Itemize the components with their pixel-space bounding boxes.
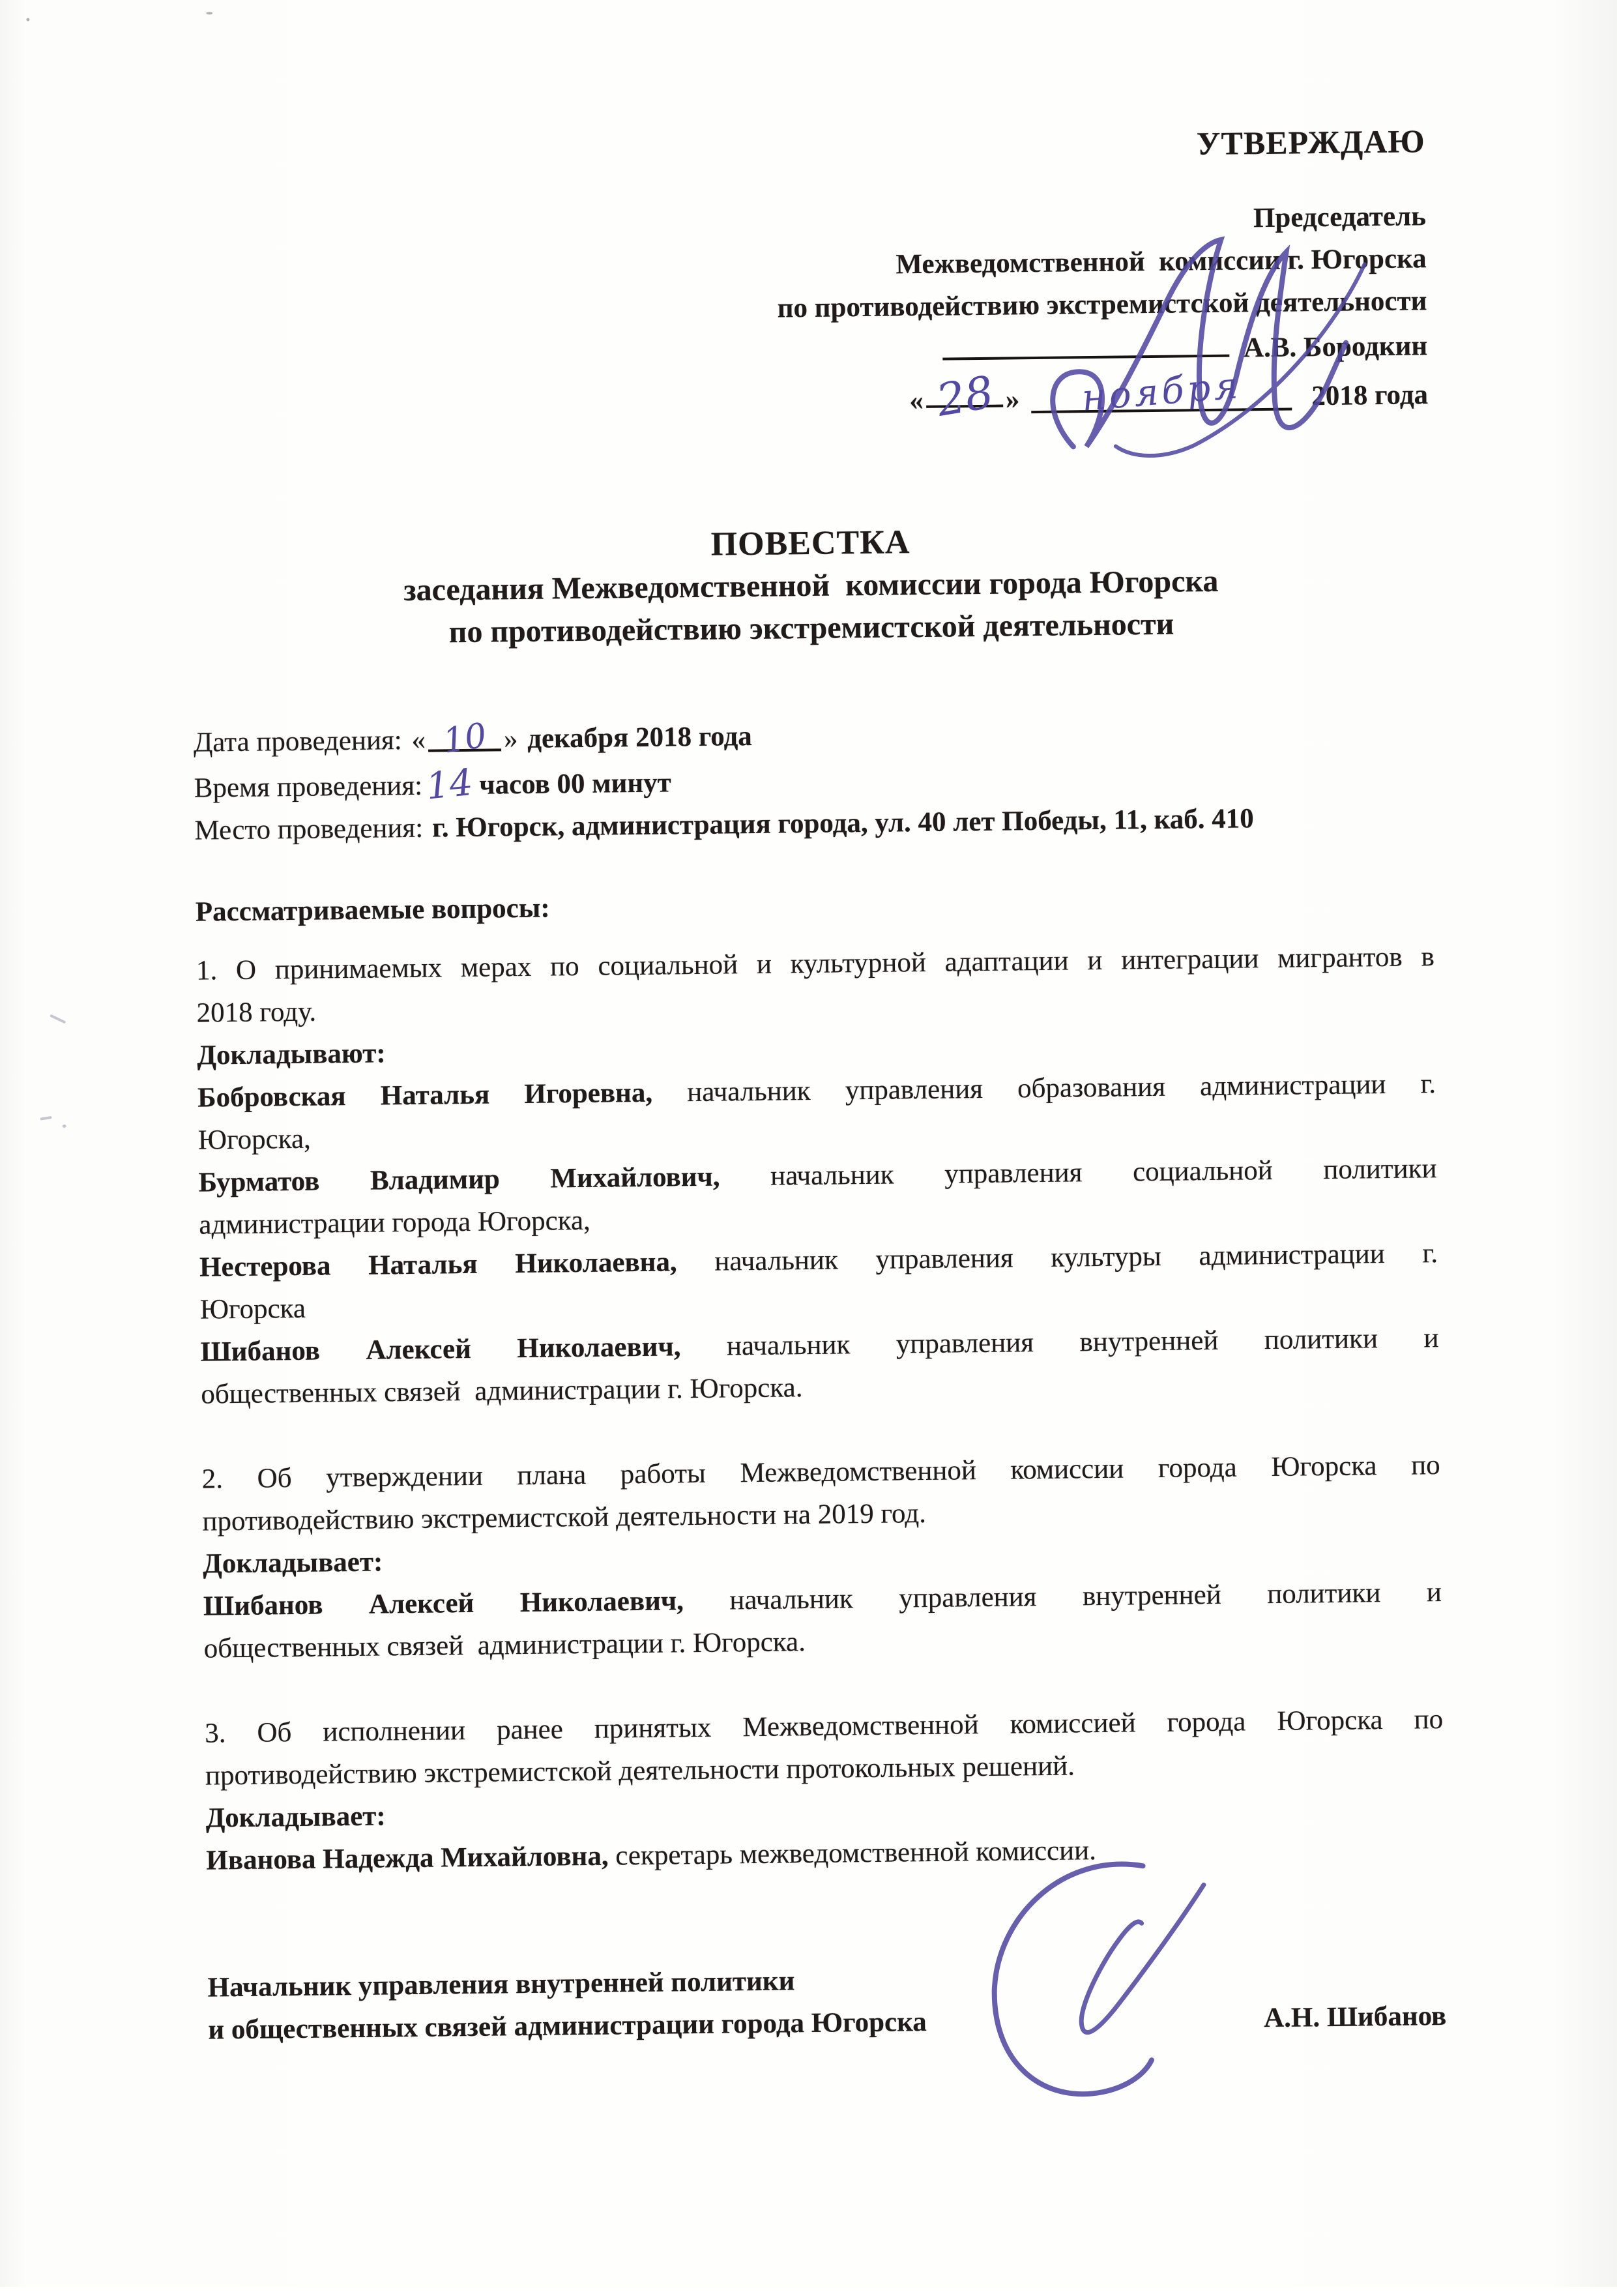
speaker-role: начальник управления внутренней политики и <box>729 1577 1442 1616</box>
time-label: Время проведения: <box>194 770 423 804</box>
approval-line-activity: по противодействию экстремистской деятельности <box>777 286 1427 324</box>
speaker-name: Шибанов Алексей Николаевич, <box>200 1331 681 1368</box>
close-quote: » <box>1005 384 1020 415</box>
document-content <box>186 120 1446 2051</box>
speaker-role: начальник управления социальной политики <box>770 1153 1437 1192</box>
place-value: г. Югорск, администрация города, ул. 40 лет Победы, 11, каб. 410 <box>431 803 1254 844</box>
footer-signature-block <box>207 1952 1446 2052</box>
speaker-name: Бурматов Владимир Михайлович, <box>198 1161 720 1198</box>
agenda-item-2 <box>201 1444 1442 1670</box>
questions-header: Рассматриваемые вопросы: <box>195 892 550 928</box>
handwritten-time-hour: 14 <box>424 761 475 808</box>
speaker-name: Иванова Надежда Михайловна, <box>206 1840 609 1876</box>
footer-signatory-name: А.Н. Шибанов <box>1263 2001 1447 2034</box>
month-blank-slot <box>1031 364 1292 420</box>
speaker-name: Шибанов Алексей Николаевич, <box>203 1585 684 1622</box>
title-subtitle-2: по противодействию экстремистской деятельности <box>448 606 1174 650</box>
scan-artifact <box>50 1014 66 1024</box>
approval-stamp-label: УТВЕРЖДАЮ <box>1196 123 1425 162</box>
time-value: часов 00 минут <box>479 767 671 801</box>
handwritten-date-day: 10 <box>440 716 489 761</box>
title-block <box>191 515 1431 656</box>
agenda-item-3 <box>205 1698 1445 1882</box>
date-day-slot <box>428 716 502 761</box>
speaker-role-continuation: Югорска, <box>197 1123 312 1156</box>
item-text-line: противодействию экстремистской деятельности протокольных решений. <box>205 1750 1075 1791</box>
scan-speck <box>206 12 212 14</box>
item-text-line: 3. Об исполнении ранее принятых Межведомственной комиссией города Югорска по <box>204 1704 1444 1749</box>
approval-line-commission: Межведомственной комиссии г. Югорска <box>896 243 1427 280</box>
open-quote: « <box>909 385 924 417</box>
speakers-label: Докладывает: <box>205 1801 386 1834</box>
speaker-role-continuation: Югорска <box>199 1293 306 1325</box>
approval-line-chairman: Председатель <box>1253 201 1427 234</box>
footer-position-text: и общественных связей администрации города Югорска <box>208 2007 927 2046</box>
item-text-line: 2018 году. <box>196 996 317 1029</box>
speakers-label: Докладывают: <box>197 1038 386 1071</box>
title-subtitle-1: заседания Межведомственной комиссии города Югорска <box>403 563 1219 608</box>
day-blank-slot <box>925 366 1003 427</box>
agenda-item-1 <box>196 935 1440 1416</box>
speaker-role: начальник управления образования администрации г. <box>686 1068 1436 1108</box>
handwritten-day: 28 <box>933 366 997 427</box>
speaker-role-continuation: общественных связей администрации г. Югорска. <box>201 1372 803 1410</box>
date-label: Дата проведения: <box>193 725 402 758</box>
place-label: Место проведения: <box>194 812 424 846</box>
approval-signatory-name: А.В. Бородкин <box>1243 331 1428 364</box>
close-quote: » <box>503 724 518 755</box>
item-text-line: 2. Об утверждении плана работы Межведомственной комиссии города Югорска по <box>201 1450 1440 1495</box>
handwritten-month: ноября <box>1080 364 1243 420</box>
speakers-label: Докладывает: <box>202 1546 383 1580</box>
item-text-line: противодействию экстремистской деятельности на 2019 год. <box>202 1498 927 1537</box>
approval-block <box>186 120 1428 430</box>
speaker-role: начальник управления культуры администрации г. <box>714 1238 1438 1277</box>
speaker-role-continuation: администрации города Югорска, <box>199 1205 591 1241</box>
speaker-role: начальник управления внутренней политики и <box>726 1323 1439 1362</box>
speaker-role-continuation: общественных связей администрации г. Югорска. <box>203 1626 806 1664</box>
spacer <box>207 1868 1446 1967</box>
footer-position-line-1: Начальник управления внутренней политики <box>207 1965 795 2003</box>
scan-artifact <box>40 1116 51 1121</box>
item-text-line: 1. О принимаемых мерах по социальной и культурной адаптации и интеграции мигрантов в <box>196 941 1435 986</box>
spacer <box>190 416 1430 529</box>
scan-artifact <box>63 1125 66 1128</box>
scan-speck <box>26 18 29 21</box>
date-value: декабря 2018 года <box>527 720 753 754</box>
approval-year: 2018 года <box>1311 379 1429 412</box>
signature-blank-line <box>942 325 1230 361</box>
open-quote: « <box>411 724 426 756</box>
speaker-name: Нестерова Наталья Николаевна, <box>199 1246 677 1283</box>
speaker-role: секретарь межведомственной комиссии. <box>615 1835 1097 1872</box>
speaker-name: Бобровская Наталья Игоревна, <box>197 1077 653 1113</box>
meeting-details <box>194 707 1433 852</box>
document-title: ПОВЕСТКА <box>710 523 910 563</box>
